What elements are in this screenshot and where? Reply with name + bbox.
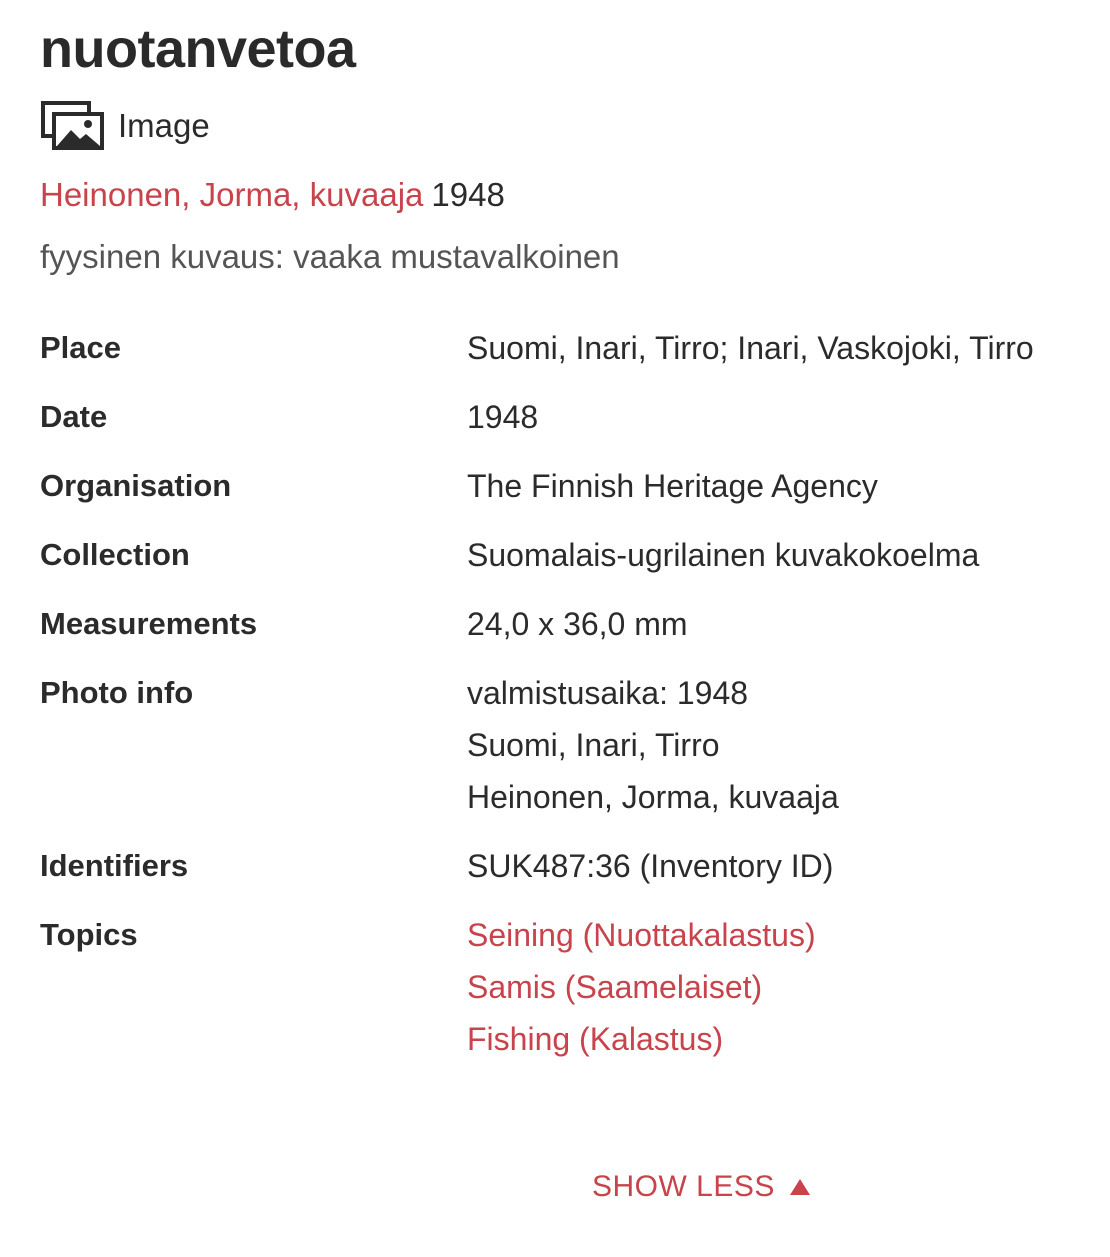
- photo-info-line: Heinonen, Jorma, kuvaaja: [467, 779, 839, 815]
- field-label: Identifiers: [40, 848, 189, 883]
- photo-info-line: Suomi, Inari, Tirro: [467, 727, 720, 763]
- details-table: [40, 322, 1080, 1065]
- topic-link[interactable]: Fishing (Kalastus): [467, 1021, 724, 1057]
- field-label: Date: [40, 399, 108, 434]
- format-indicator: [40, 100, 1110, 152]
- physical-description: fyysinen kuvaus: vaaka mustavalkoinen: [40, 238, 620, 275]
- field-value: The Finnish Heritage Agency: [467, 468, 878, 504]
- field-value: [467, 667, 1080, 823]
- topic-link[interactable]: Samis (Saamelaiset): [467, 969, 763, 1005]
- field-value: Suomalais-ugrilainen kuvakokoelma: [467, 537, 980, 573]
- field-label: Topics: [40, 917, 138, 952]
- field-label: Organisation: [40, 468, 232, 503]
- field-value: 1948: [467, 399, 539, 435]
- field-value: SUK487:36 (Inventory ID): [467, 848, 834, 884]
- field-collection: [40, 529, 1080, 581]
- field-place: [40, 322, 1080, 374]
- field-topics: [40, 909, 1080, 1065]
- triangle-up-icon: [775, 1178, 811, 1196]
- record-title: nuotanvetoa: [40, 19, 356, 79]
- show-less-label: SHOW LESS: [592, 1170, 775, 1203]
- author-line: [40, 174, 1110, 216]
- field-label: Place: [40, 330, 122, 365]
- image-icon: [40, 100, 106, 152]
- author-year: 1948: [431, 176, 505, 213]
- field-organisation: [40, 460, 1080, 512]
- photo-info-line: valmistusaika: 1948: [467, 675, 749, 711]
- field-value: [467, 909, 1080, 1065]
- field-label: Collection: [40, 537, 190, 572]
- field-value: 24,0 x 36,0 mm: [467, 606, 688, 642]
- field-measurements: [40, 598, 1080, 650]
- field-label: Photo info: [40, 675, 194, 710]
- field-identifiers: [40, 840, 1080, 892]
- field-photo-info: [40, 667, 1080, 823]
- field-date: [40, 391, 1080, 443]
- field-value: Suomi, Inari, Tirro; Inari, Vaskojoki, Tirro: [467, 330, 1034, 366]
- field-label: Measurements: [40, 606, 258, 641]
- show-less-button[interactable]: [592, 1170, 811, 1204]
- format-label: Image: [118, 107, 210, 144]
- author-link[interactable]: Heinonen, Jorma, kuvaaja: [40, 176, 424, 213]
- topic-link[interactable]: Seining (Nuottakalastus): [467, 917, 816, 953]
